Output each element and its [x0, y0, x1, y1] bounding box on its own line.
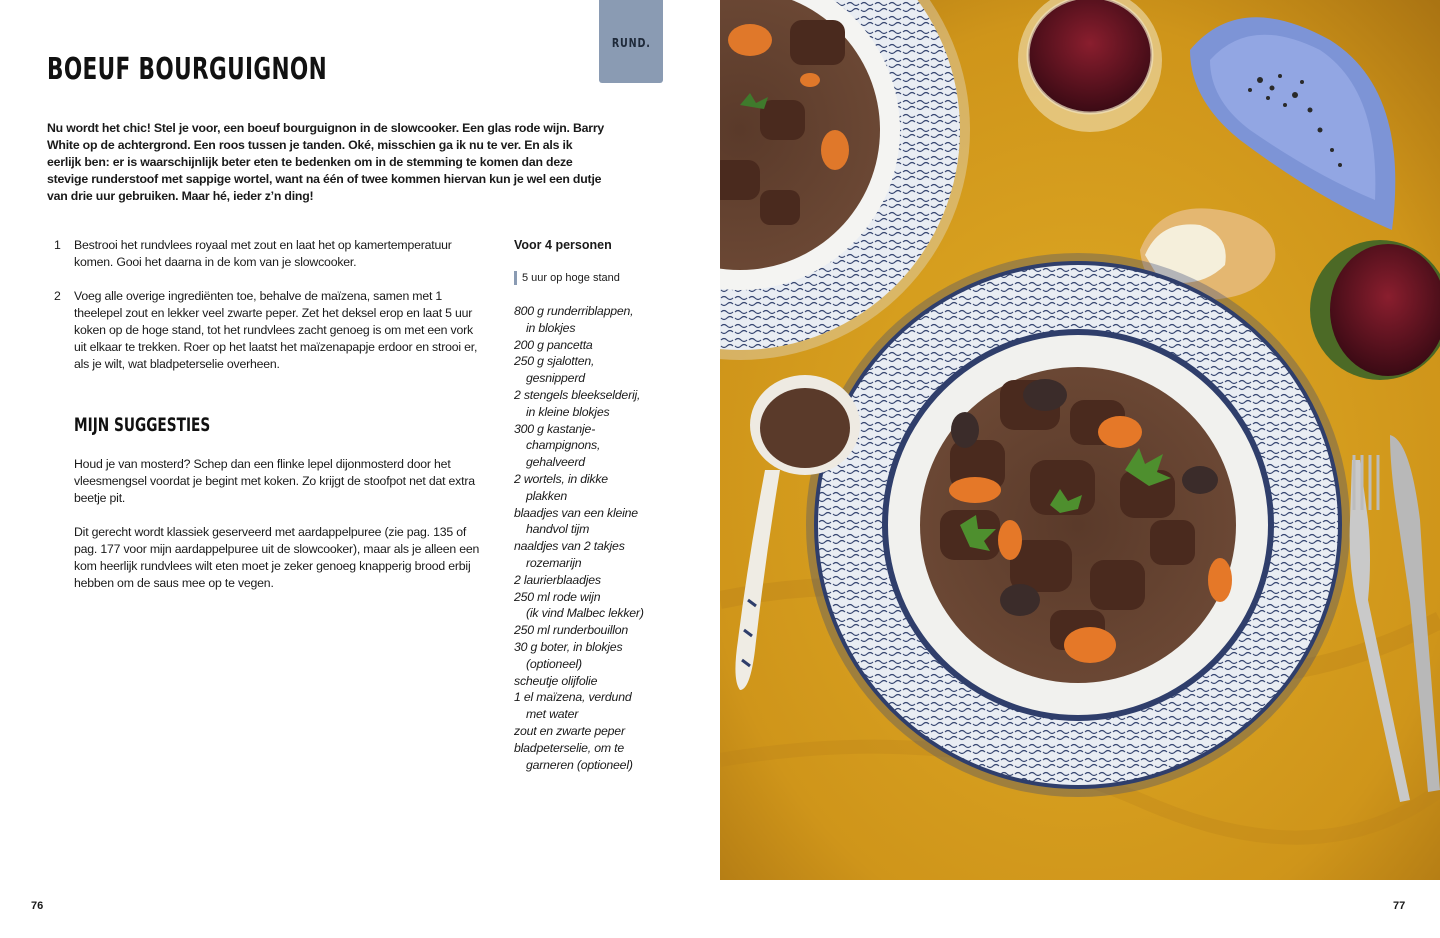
ingredient-item: 300 g kastanje- champignons, gehalveerd — [514, 421, 601, 470]
ingredient-item: 250 ml runderbouillon — [514, 623, 629, 638]
page-number-left: 76 — [31, 900, 44, 912]
step-text: Bestrooi het rundvlees royaal met zout en laat het op kamertemperatuur komen. Gooi het daarna in de kom van je slowcooker. — [74, 238, 452, 269]
suggestion-paragraph: Houd je van mosterd? Schep dan een flinke lepel dijonmosterd door het vleesmengsel voordat je begint met koken. Zo krijgt de stoofpot net dat extra beetje pit. — [74, 457, 475, 505]
suggestions — [74, 456, 484, 609]
ingredient-item: 30 g boter, in blokjes (optioneel) — [514, 639, 623, 671]
recipe-intro: Nu wordt het chic! Stel je voor, een boeuf bourguignon in de slowcooker. Een glas rode wijn. Barry White op de achtergrond. Een roos tussen je tanden. Oké, misschien ga ik nu te ver. En als ik eerlijk ben: er is waarschijnlijk beter eten te bedenken om in de stemming te komen dan deze stevige runderstoof met sappige wortel, want na één of twee kommen hiervan kun je wel een dutje van drie uur gebruiken. Maar hé, ieder z’n ding! — [47, 121, 605, 203]
step-number: 2 — [54, 289, 61, 303]
stew-illustration — [720, 0, 1440, 880]
step-text: Voeg alle overige ingrediënten toe, behalve de maïzena, samen met 1 theelepel zout en lekker veel zwarte peper. Zet het deksel erop en laat 5 uur koken op de hoge stand, tot het rundvlees zacht genoeg is om met een vork uit elkaar te trekken. Roer op het laatst het maïzenapapje erdoor en strooi er, als je wilt, wat bladpeterselie overheen. — [74, 289, 478, 371]
ingredient-item: 1 el maïzena, verdund met water — [514, 690, 632, 722]
ingredient-item: 2 wortels, in dikke plakken — [514, 471, 608, 503]
ingredient-item: 200 g pancetta — [514, 337, 593, 352]
suggestions-heading: MIJN SUGGESTIES — [74, 414, 211, 436]
step-number: 1 — [54, 238, 61, 252]
food-photo — [720, 0, 1440, 880]
ingredient-item: scheutje olijfolie — [514, 673, 598, 688]
page-number-right: 77 — [1393, 900, 1406, 912]
ingredient-item: zout en zwarte peper — [514, 723, 625, 738]
ingredient-item: blaadjes van een kleine handvol tijm — [514, 505, 638, 537]
ingredient-list — [514, 303, 714, 773]
method-step — [47, 288, 487, 373]
method-step — [47, 237, 487, 271]
ingredient-item: bladpeterselie, om te garneren (optioneel) — [514, 740, 633, 772]
ingredient-item: naaldjes van 2 takjes rozemarijn — [514, 539, 625, 570]
suggestion-paragraph: Dit gerecht wordt klassiek geserveerd met aardappelpuree (zie pag. 135 of pag. 177 voor mijn aardappelpuree uit de slowcooker), maar als je alleen een kom heerlijk rundvlees wilt eten moet je zeker genoeg knapperig brood erbij hebben om de saus mee op te vegen. — [74, 525, 480, 590]
method-steps — [47, 237, 487, 390]
ingredient-item: 2 laurierblaadjes — [514, 572, 601, 587]
ingredient-item: 250 ml rode wijn (ik vind Malbec lekker) — [514, 589, 644, 621]
cooking-time: 5 uur op hoge stand — [514, 271, 714, 285]
category-tab-label: RUND. — [611, 36, 651, 50]
recipe-title: BOEUF BOURGUIGNON — [47, 52, 328, 87]
ingredient-item: 800 g runderriblappen, in blokjes — [514, 304, 634, 335]
category-tab — [599, 0, 663, 83]
servings: Voor 4 personen — [514, 238, 612, 252]
ingredient-item: 250 g sjalotten, gesnipperd — [514, 354, 595, 386]
ingredient-item: 2 stengels bleekselderij, in kleine blokjes — [514, 387, 641, 419]
ingredients-panel — [514, 237, 714, 773]
